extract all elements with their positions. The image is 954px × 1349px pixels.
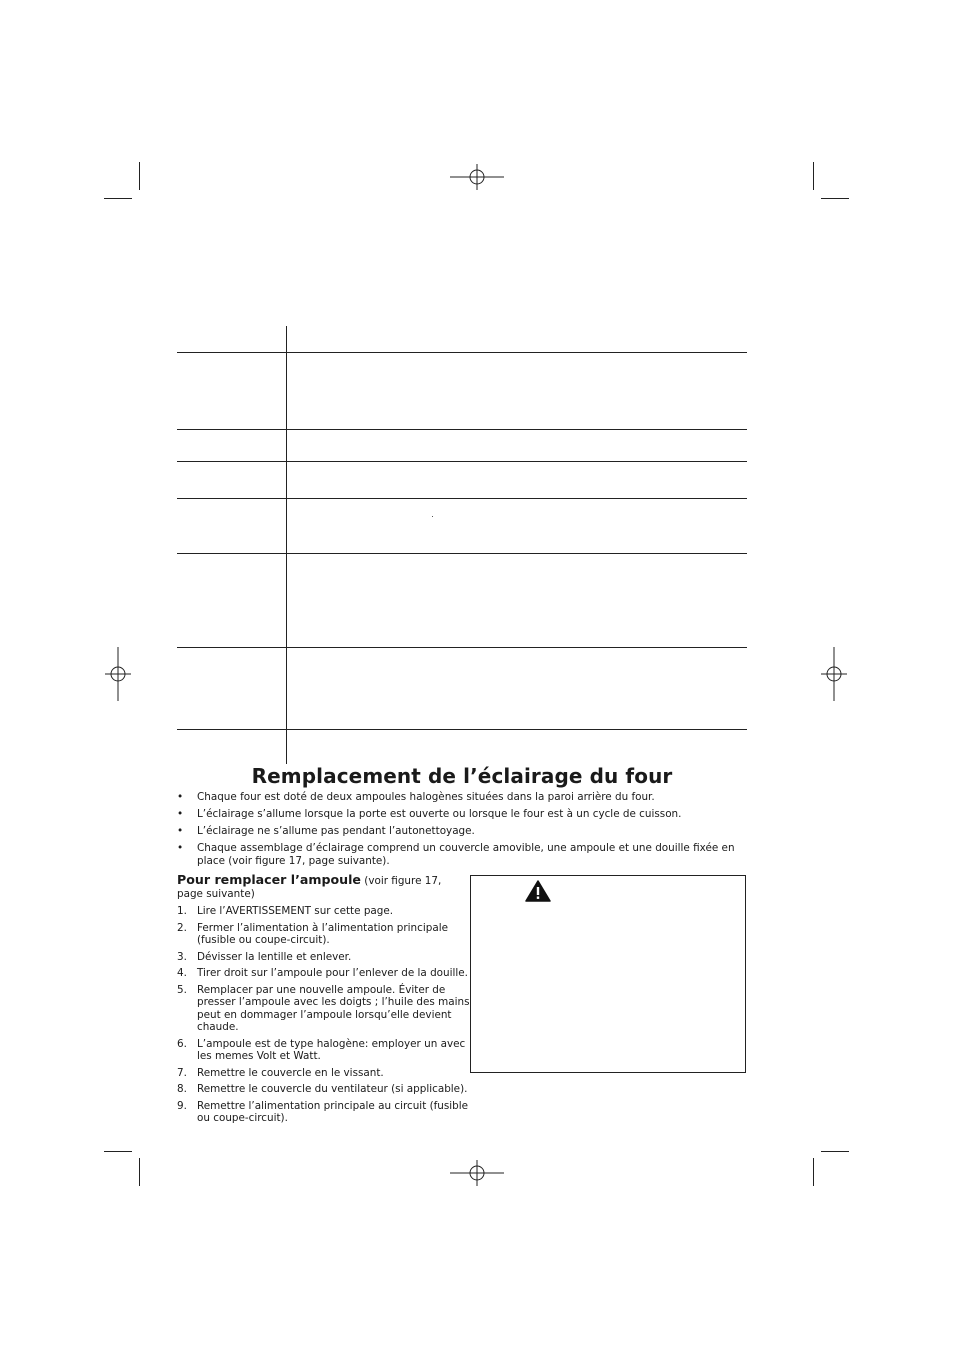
warning-box (470, 875, 746, 1073)
step-item: 6. L’ampoule est de type halogène: employer un avec les memes Volt et Watt. (177, 1037, 466, 1062)
table-row-divider (177, 429, 747, 430)
registration-mark-icon (450, 150, 504, 204)
warning-triangle-icon (525, 880, 551, 902)
crop-mark (813, 162, 814, 190)
step-item: 4. Tirer droit sur l’ampoule pour l’enlever de la douille. (177, 967, 468, 979)
stray-mark (432, 516, 433, 517)
table-column-divider (286, 326, 287, 764)
step-item: 2. Fermer l’alimentation à l’alimentation principale (fusible ou coupe-circuit). (177, 921, 448, 946)
info-bullet-list (177, 791, 757, 872)
crop-mark (139, 1158, 140, 1186)
table-row-divider (177, 553, 747, 554)
step-item: 7. Remettre le couvercle en le vissant. (177, 1066, 384, 1079)
list-item: • L’éclairage s’allume lorsque la porte est ouverte ou lorsque le four est à un cycle de cuisson. (177, 808, 682, 820)
crop-mark (104, 198, 132, 199)
subsection-title: Pour remplacer l’ampoule (177, 872, 361, 887)
table-row-divider (177, 461, 747, 462)
registration-mark-icon (450, 1146, 504, 1200)
crop-mark (104, 1151, 132, 1152)
section-title: Remplacement de l’éclairage du four (251, 764, 673, 788)
crop-mark (821, 1151, 849, 1152)
table-row-divider (177, 498, 747, 499)
table-row-divider (177, 647, 747, 648)
list-item: • Chaque assemblage d’éclairage comprend un couvercle amovible, une ampoule et une douille fixée en place (voir figure 17, page suivante). (177, 842, 735, 867)
step-item: 9. Remettre l’alimentation principale au circuit (fusible ou coupe-circuit). (177, 1099, 469, 1124)
replacement-steps (177, 905, 477, 1129)
step-item: 1. Lire l’AVERTISSEMENT sur cette page. (177, 905, 394, 917)
crop-mark (821, 198, 849, 199)
list-item: • L’éclairage ne s’allume pas pendant l’autonettoyage. (177, 825, 475, 837)
step-item: 3. Dévisser la lentille et enlever. (177, 950, 352, 963)
list-item: • Chaque four est doté de deux ampoules halogènes situées dans la paroi arrière du four. (177, 791, 655, 803)
step-item: 8. Remettre le couvercle du ventilateur (si applicable). (177, 1083, 468, 1095)
crop-mark (813, 1158, 814, 1186)
step-item: 5. Remplacer par une nouvelle ampoule. Éviter de presser l’ampoule avec les doigts ; l’huile des mains peut en dommager l’ampoule lorsqu’elle devient chaude. (177, 983, 470, 1033)
subsection-heading (177, 873, 467, 901)
subsection-note: (voir figure 17, page suivante) (177, 875, 442, 900)
table-row-divider (177, 352, 747, 353)
registration-mark-icon (91, 647, 145, 701)
table-row-divider (177, 729, 747, 730)
crop-mark (139, 162, 140, 190)
registration-mark-icon (807, 647, 861, 701)
